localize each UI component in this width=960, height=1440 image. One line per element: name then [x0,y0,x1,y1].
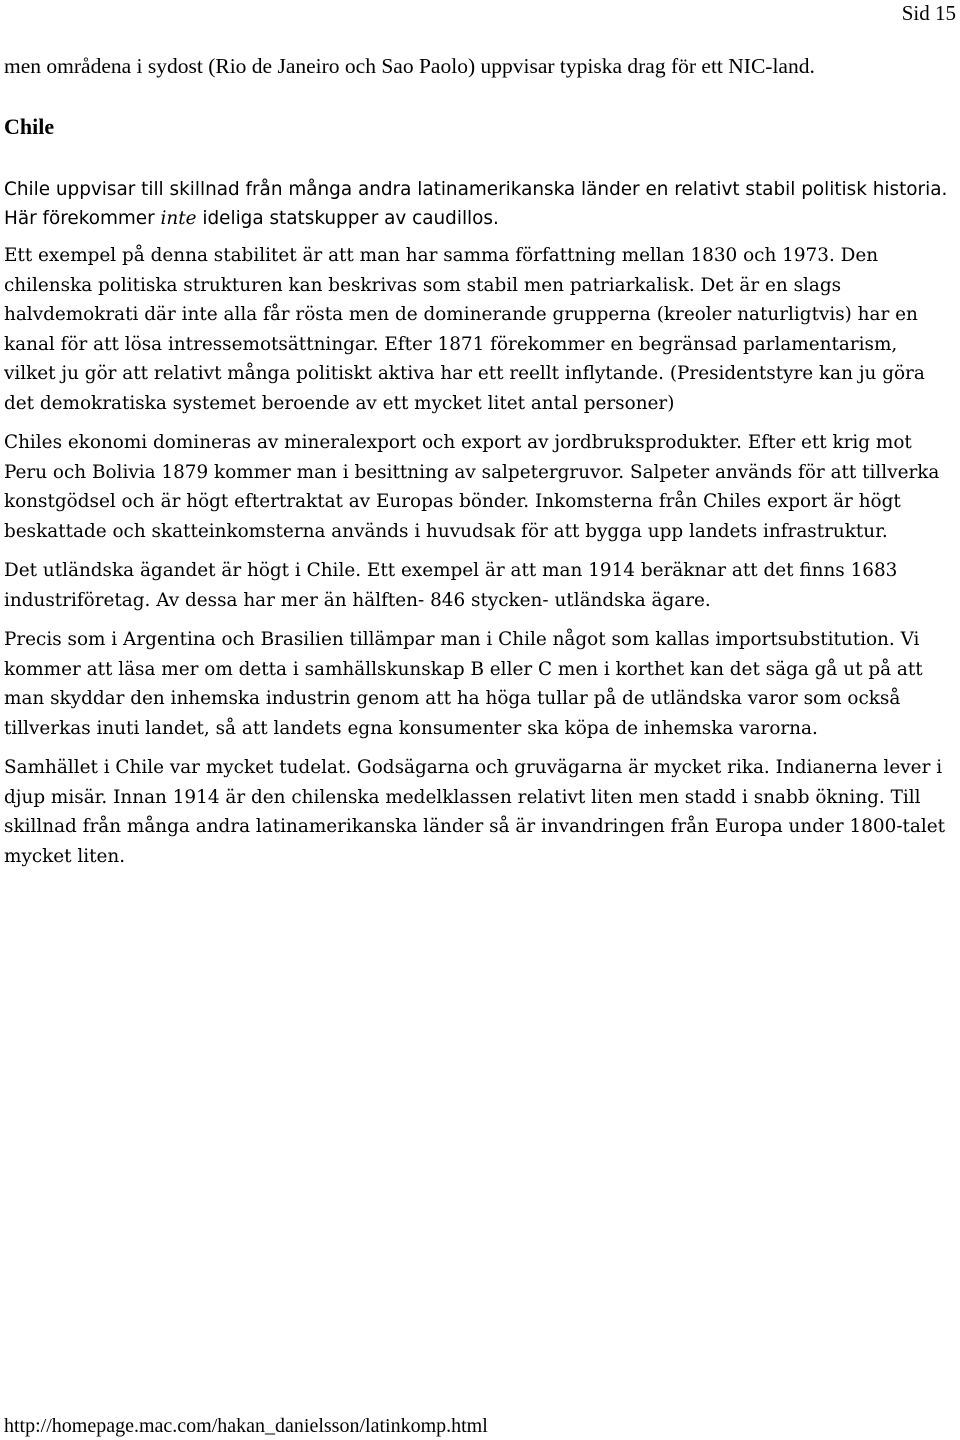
section-heading: Chile [4,114,55,139]
footer-url: http://homepage.mac.com/hakan_danielsson/latinkomp.html [4,1415,488,1437]
lead-paragraph [4,175,954,233]
body-paragraphs [4,241,954,871]
paragraph-constitution: Ett exempel på denna stabilitet är att man har samma författning mellan 1830 och 1973. Den chilenska politiska strukturen kan beskrivas som stabil men patriarkalisk. Det är en slags halvdemokrati där inte alla får rösta men de dominerande grupperna (kreoler naturligtvis) har en kanal för att lösa intressemotsättningar. Efter 1871 förekommer en begränsad parlamentarism, vilket ju gör att relativt många politiskt aktiva har ett reellt inflytande. (Presidentstyre kan ju göra det demokratiska systemet beroende av ett mycket litet antal personer) [4,245,925,414]
page-number: Sid 15 [901,1,956,25]
paragraph-society: Samhället i Chile var mycket tudelat. Godsägarna och gruvägarna är mycket rika. Indianerna lever i djup misär. Innan 1914 är den chilenska medelklassen relativt liten men stadd i snabb ökning. Till skillnad från många andra latinamerikanska länder så är invandringen från Europa under 1800-talet mycket liten. [4,757,946,867]
lead-emphasis: inte [160,208,197,229]
paragraph-economy: Chiles ekonomi domineras av mineralexport och export av jordbruksprodukter. Efter ett krig mot Peru och Bolivia 1879 kommer man i besittning av salpetergruvor. Salpeter används för att tillverka konstgödsel och är högt eftertraktat av Europas bönder. Inkomsterna från Chiles export är högt beskattade och skatteinkomsterna används i huvudsak för att bygga upp landets infrastruktur. [4,432,940,542]
paragraph-import-substitution: Precis som i Argentina och Brasilien tillämpar man i Chile något som kallas importsubstitution. Vi kommer att läsa mer om detta i samhällskunskap B eller C men i korthet kan det säga gå ut på att man skyddar den inhemska industrin genom att ha höga tullar på de utländska varor som också tillverkas inuti landet, så att landets egna konsumenter ska köpa de inhemska varorna. [4,629,923,739]
lead-text-end: ideliga statskupper av caudillos. [196,208,499,229]
document-body [4,52,954,871]
intro-paragraph: men områdena i sydost (Rio de Janeiro och Sao Paolo) uppvisar typiska drag för ett NIC-land. [4,54,815,78]
paragraph-foreign-ownership: Det utländska ägandet är högt i Chile. Ett exempel är att man 1914 beräknar att det finns 1683 industriföretag. Av dessa har mer än hälften- 846 stycken- utländska ägare. [4,560,898,611]
lead-text-start: Chile uppvisar till skillnad från många andra latinamerikanska länder en relativt stabil politisk historia. Här förekommer [4,179,948,229]
